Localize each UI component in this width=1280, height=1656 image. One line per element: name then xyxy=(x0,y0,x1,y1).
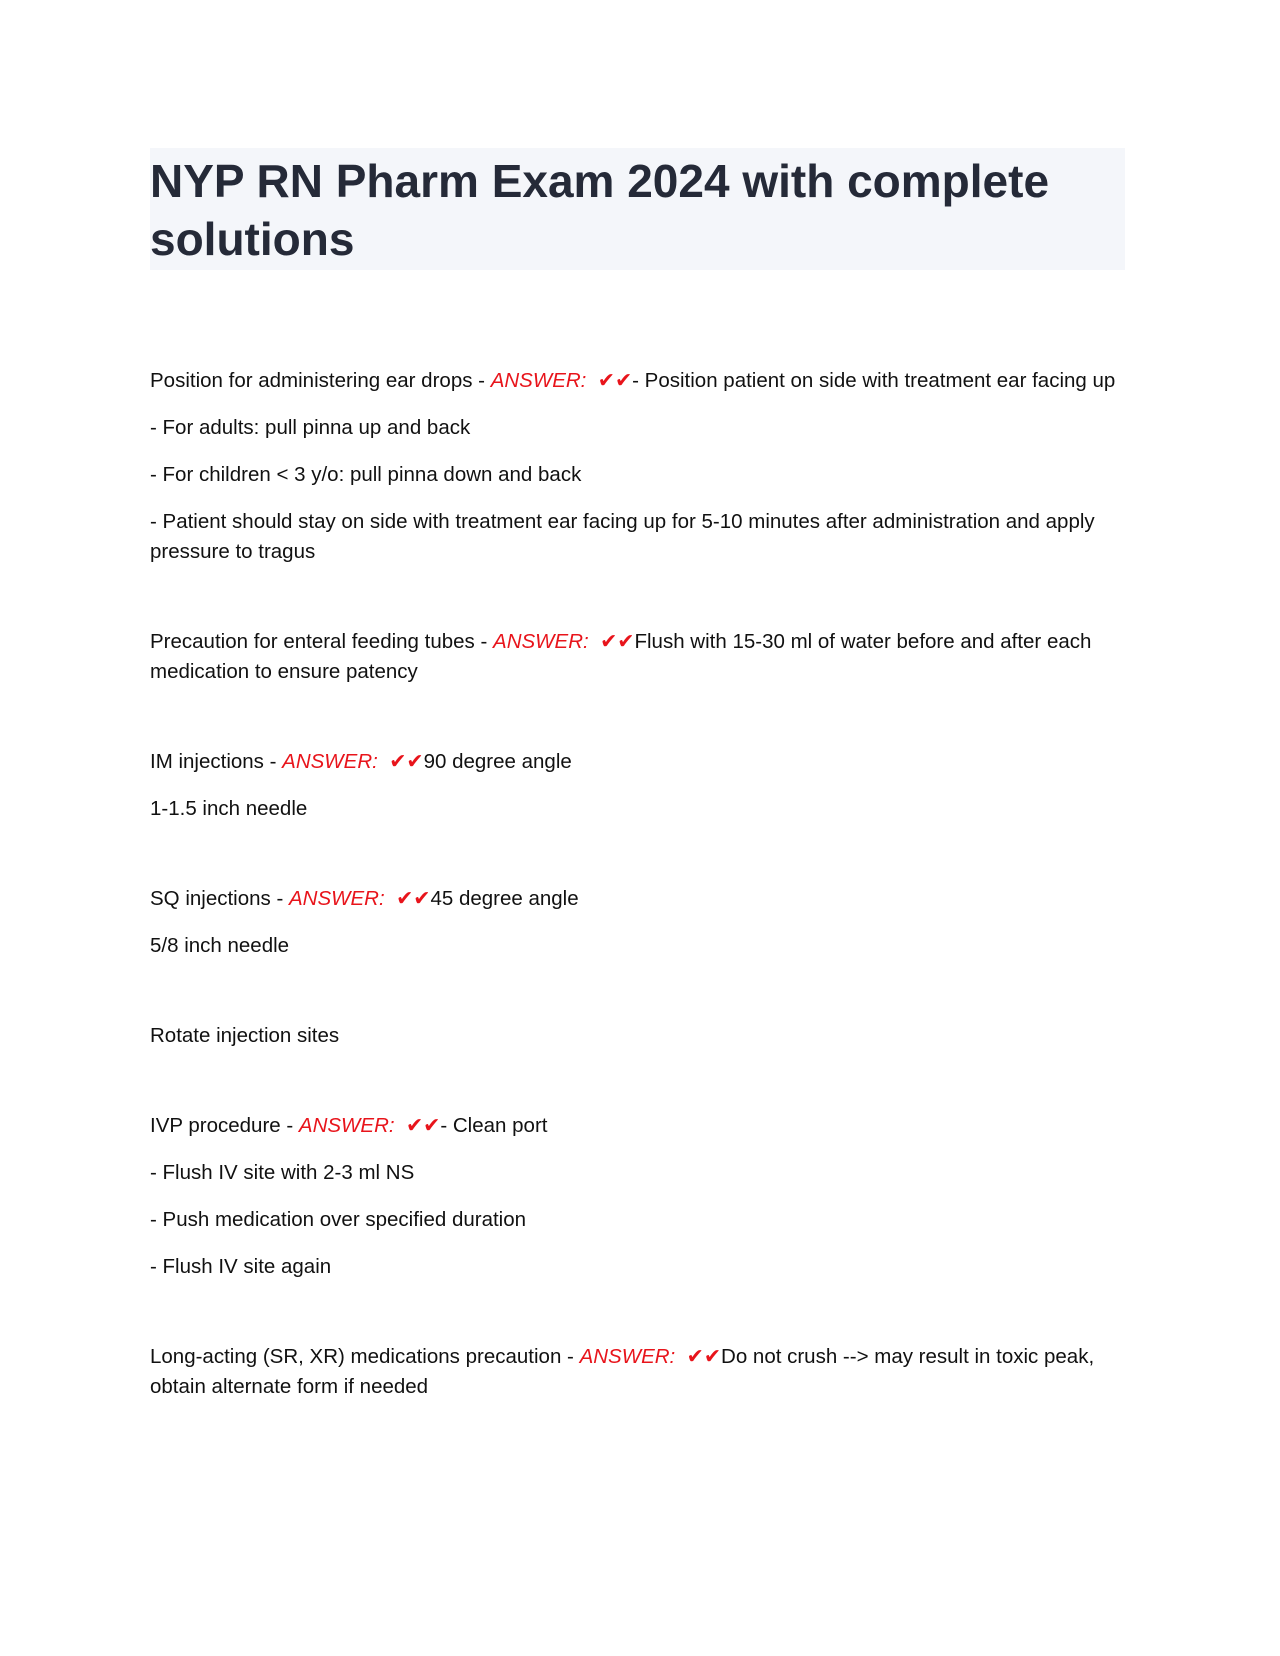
question-text: Precaution for enteral feeding tubes - xyxy=(150,630,494,653)
check-icon: ✔✔ xyxy=(406,1114,441,1137)
answer-detail: 5/8 inch needle xyxy=(150,934,290,957)
qa-line xyxy=(150,627,1125,687)
answer-detail: - For adults: pull pinna up and back xyxy=(150,416,471,439)
answer-text: - Clean port xyxy=(440,1114,548,1137)
check-icon: ✔✔ xyxy=(396,887,431,910)
qa-entry xyxy=(150,1021,1125,1051)
document-page xyxy=(150,148,1125,1419)
document-content xyxy=(150,366,1125,1402)
qa-entry xyxy=(150,747,1125,824)
qa-entry xyxy=(150,1111,1125,1282)
answer-text: Flush with 15-30 ml of water before and after each medication to ensure patency xyxy=(150,630,1092,683)
question-text: IM injections - xyxy=(150,750,283,773)
answer-label: ANSWER: xyxy=(493,630,589,653)
question-text: Position for administering ear drops - xyxy=(150,369,491,392)
qa-line xyxy=(150,366,1125,396)
question-text: IVP procedure - xyxy=(150,1114,299,1137)
answer-label: ANSWER: xyxy=(282,750,378,773)
answer-label: ANSWER: xyxy=(579,1345,676,1368)
answer-label: ANSWER: xyxy=(490,369,587,392)
qa-entry xyxy=(150,884,1125,961)
qa-line xyxy=(150,884,1125,914)
answer-label: ANSWER: xyxy=(289,887,385,910)
answer-detail: - Flush IV site again xyxy=(150,1255,332,1278)
answer-text: 45 degree angle xyxy=(430,887,579,910)
question-text: Long-acting (SR, XR) medications precaution - xyxy=(150,1345,580,1368)
question-text: SQ injections - xyxy=(150,887,289,910)
check-icon: ✔✔ xyxy=(597,369,633,392)
answer-detail: - For children < 3 y/o: pull pinna down and back xyxy=(150,463,582,486)
answer-detail: - Push medication over specified duration xyxy=(150,1208,527,1231)
answer-detail: - Patient should stay on side with treatment ear facing up for 5-10 minutes after administration and apply pressure to tragus xyxy=(150,510,1095,563)
answer-detail: Rotate injection sites xyxy=(150,1024,340,1047)
qa-entry xyxy=(150,1342,1125,1402)
answer-text: 90 degree angle xyxy=(423,750,572,773)
check-icon: ✔✔ xyxy=(389,750,424,773)
check-icon: ✔✔ xyxy=(600,630,635,653)
qa-entry xyxy=(150,627,1125,687)
answer-detail: 1-1.5 inch needle xyxy=(150,797,308,820)
answer-text: Do not crush --> may result in toxic peak, obtain alternate form if needed xyxy=(150,1345,1095,1398)
check-icon: ✔✔ xyxy=(686,1345,722,1368)
qa-entry xyxy=(150,366,1125,567)
document-title: NYP RN Pharm Exam 2024 with complete solutions xyxy=(150,155,1050,265)
answer-detail: - Flush IV site with 2-3 ml NS xyxy=(150,1161,415,1184)
answer-label: ANSWER: xyxy=(298,1114,395,1137)
title-block xyxy=(150,148,1125,270)
qa-line xyxy=(150,1111,1125,1141)
answer-text: - Position patient on side with treatment ear facing up xyxy=(632,369,1116,392)
qa-line xyxy=(150,1342,1125,1402)
qa-line xyxy=(150,747,1125,777)
